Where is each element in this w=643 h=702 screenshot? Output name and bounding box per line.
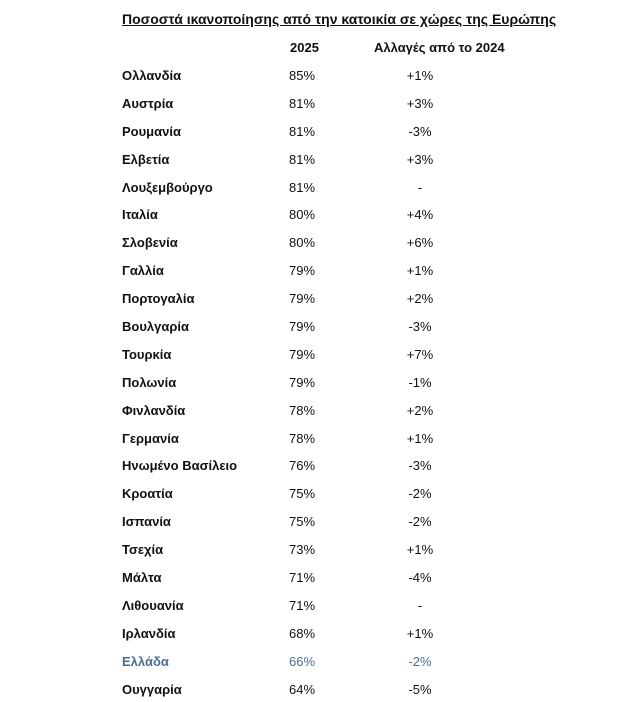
change-value: +1% xyxy=(406,625,434,641)
satisfaction-value: 76% xyxy=(289,458,316,474)
satisfaction-value: 80% xyxy=(289,235,316,251)
table-row xyxy=(0,647,643,675)
change-value: -2% xyxy=(408,486,432,502)
country-name: Ελβετία xyxy=(122,151,170,167)
country-name: Πολωνία xyxy=(122,374,177,390)
table-row xyxy=(0,256,643,284)
satisfaction-value: 81% xyxy=(289,151,316,167)
satisfaction-value: 81% xyxy=(289,123,316,139)
country-name: Γαλλία xyxy=(122,263,164,279)
satisfaction-value: 73% xyxy=(289,542,316,558)
satisfaction-value: 79% xyxy=(289,319,316,335)
satisfaction-value: 75% xyxy=(289,514,316,530)
country-name: Ουγγαρία xyxy=(122,681,182,697)
table-row xyxy=(0,145,643,173)
country-name: Σλοβενία xyxy=(122,235,178,251)
change-value: +1% xyxy=(406,542,434,558)
change-value: -3% xyxy=(408,319,432,335)
table-row xyxy=(0,312,643,340)
table-body xyxy=(0,61,643,702)
satisfaction-value: 66% xyxy=(289,653,316,669)
satisfaction-value: 81% xyxy=(289,179,316,195)
table-row xyxy=(0,675,643,702)
change-value: +2% xyxy=(406,291,434,307)
table-row xyxy=(0,340,643,368)
country-name: Αυστρία xyxy=(122,95,174,111)
country-name: Ιρλανδία xyxy=(122,625,176,641)
country-name: Ολλανδία xyxy=(122,68,182,83)
table-row xyxy=(0,619,643,647)
satisfaction-value: 81% xyxy=(289,95,316,111)
table-row xyxy=(0,368,643,396)
change-value: +3% xyxy=(406,151,434,167)
satisfaction-value: 79% xyxy=(289,263,316,279)
table-row xyxy=(0,591,643,619)
satisfaction-value: 79% xyxy=(289,374,316,390)
change-value: +2% xyxy=(406,402,434,418)
table-row xyxy=(0,117,643,145)
satisfaction-value: 79% xyxy=(289,291,316,307)
table-row xyxy=(0,61,643,89)
table-title: Ποσοστά ικανοποίησης από την κατοικία σε χώρες της Ευρώπης xyxy=(122,11,557,27)
change-value: -4% xyxy=(408,570,432,586)
table-row xyxy=(0,396,643,424)
satisfaction-value: 78% xyxy=(289,402,316,418)
country-name: Ηνωμένο Βασίλειο xyxy=(122,458,238,474)
change-value: +1% xyxy=(406,430,434,446)
satisfaction-value: 80% xyxy=(289,207,316,223)
satisfaction-value: 71% xyxy=(289,570,316,586)
country-name: Μάλτα xyxy=(122,570,162,586)
table-row xyxy=(0,228,643,256)
satisfaction-value: 64% xyxy=(289,681,316,697)
change-value: -5% xyxy=(408,681,432,697)
table-row xyxy=(0,424,643,452)
country-name: Φινλανδία xyxy=(122,402,186,418)
table-row xyxy=(0,173,643,201)
table-row xyxy=(0,507,643,535)
country-name: Γερμανία xyxy=(122,430,179,446)
change-value: -3% xyxy=(408,458,432,474)
country-name: Τσεχία xyxy=(122,542,164,558)
change-value: +4% xyxy=(406,207,434,223)
table-row xyxy=(0,200,643,228)
country-name: Ισπανία xyxy=(122,514,171,530)
country-name: Ρουμανία xyxy=(122,123,181,139)
change-value: -3% xyxy=(408,123,432,139)
satisfaction-value: 75% xyxy=(289,486,316,502)
satisfaction-value: 71% xyxy=(289,597,316,613)
country-name: Λουξεμβούργο xyxy=(122,179,213,195)
change-value: -2% xyxy=(408,653,432,669)
column-header-change: Αλλαγές από το 2024 xyxy=(374,40,505,55)
change-value: +6% xyxy=(406,235,434,251)
change-value: -1% xyxy=(408,374,432,390)
table-row xyxy=(0,563,643,591)
country-name: Λιθουανία xyxy=(122,597,184,613)
country-name: Πορτογαλία xyxy=(122,291,195,307)
change-value: +1% xyxy=(406,263,434,279)
table-row xyxy=(0,284,643,312)
change-value: +3% xyxy=(406,95,434,111)
country-name: Τουρκία xyxy=(122,346,172,362)
change-value: - xyxy=(417,179,423,195)
country-name: Ιταλία xyxy=(122,207,158,223)
table-row xyxy=(0,451,643,479)
column-header-year: 2025 xyxy=(290,40,319,55)
change-value: +1% xyxy=(406,68,434,83)
satisfaction-value: 78% xyxy=(289,430,316,446)
country-name: Βουλγαρία xyxy=(122,319,189,335)
table-row xyxy=(0,479,643,507)
satisfaction-value: 79% xyxy=(289,346,316,362)
satisfaction-value: 68% xyxy=(289,625,316,641)
change-value: +7% xyxy=(406,346,434,362)
change-value: -2% xyxy=(408,514,432,530)
table-row xyxy=(0,535,643,563)
change-value: - xyxy=(417,597,423,613)
table-row xyxy=(0,89,643,117)
satisfaction-value: 85% xyxy=(289,68,316,83)
country-name: Ελλάδα xyxy=(122,653,169,669)
country-name: Κροατία xyxy=(122,486,173,502)
